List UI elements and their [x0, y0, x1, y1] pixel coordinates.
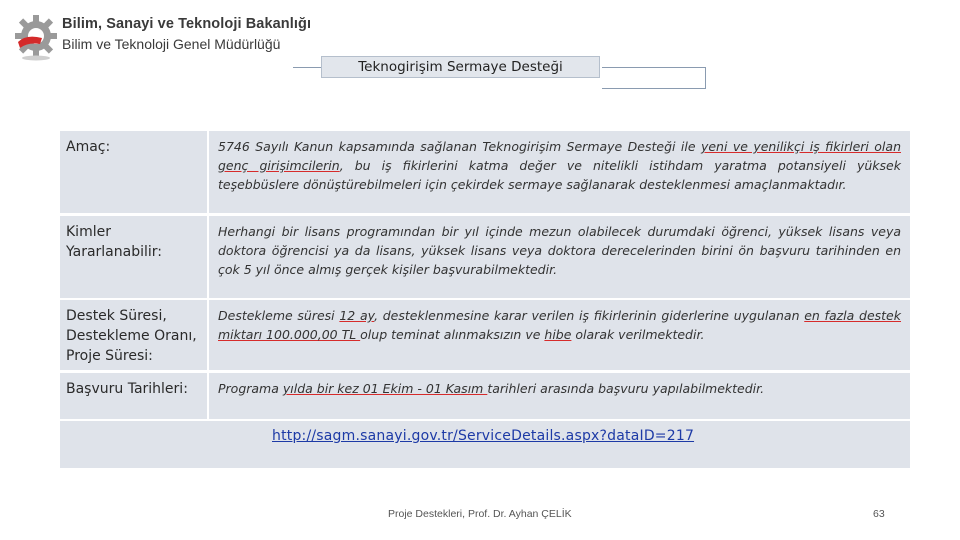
underlined-segment: 12 ay [339, 308, 375, 323]
row-label-destek: Destek Süresi, Destekleme Oranı, Proje Süresi: [60, 300, 207, 370]
org-line-1: Bilim, Sanayi ve Teknoloji Bakanlığı [62, 16, 312, 32]
text-segment: Herhangi bir lisans programından bir yıl içinde mezun olabilecek durumdaki öğrenci, yüksek lisans veya doktora öğrencisi ya da lisans, yüksek lisans veya doktora derecelerinden birini ön başvuru tarihinden en çok 5 yıl önce almış gerçek kişiler başvurabilmektedir. [218, 224, 901, 277]
text-segment: olup teminat alınmaksızın ve [360, 327, 545, 342]
underlined-segment: yeni ve yenilikçi iş fikirleri olan genç girişimcilerin [218, 139, 901, 173]
row-label-basvuru: Başvuru Tarihleri: [60, 373, 207, 419]
title-rule-right [602, 67, 706, 89]
text-segment: Programa [218, 381, 283, 396]
org-line-2: Bilim ve Teknoloji Genel Müdürlüğü [62, 36, 281, 52]
page-title: Teknogirişim Sermaye Desteği [321, 56, 600, 78]
row-label-kimler: Kimler Yararlanabilir: [60, 216, 207, 298]
text-segment: , bu iş fikirlerini katma değer ve nitelikli istihdam yaratma potansiyeli yüksek teşebbüslere dönüştürebilmeleri için çekirdek sermaye sağlanarak desteklenmesi amaçlanmaktadır. [218, 158, 901, 192]
row-value-destek [209, 300, 910, 370]
organization-name [62, 16, 311, 52]
ministry-gear-logo-icon [12, 12, 58, 62]
row-value-kimler [209, 216, 910, 298]
text-segment: , desteklenmesine karar verilen iş fikirlerinin giderlerine uygulanan [374, 308, 805, 323]
underlined-segment: yılda bir kez 01 Ekim - 01 Kasım [282, 381, 488, 396]
row-value-amac [209, 131, 910, 213]
text-segment: Destekleme süresi [218, 308, 340, 323]
text-segment: tarihleri arasında başvuru yapılabilmektedir. [487, 381, 765, 396]
underlined-segment: hibe [544, 327, 572, 342]
row-label-amac: Amaç: [60, 131, 207, 213]
program-details-link[interactable]: http://sagm.sanayi.gov.tr/ServiceDetails.aspx?dataID=217 [272, 428, 695, 444]
text-segment: olarak verilmektedir. [571, 327, 705, 342]
text-segment: 5746 Sayılı Kanun kapsamında sağlanan Teknogirişim Sermaye Desteği ile [218, 139, 701, 154]
footer-text: Proje Destekleri, Prof. Dr. Ayhan ÇELİK [388, 508, 572, 520]
row-value-basvuru [209, 373, 910, 419]
underlined-segment: en fazla destek miktarı 100.000,00 TL [218, 308, 901, 342]
title-rule-left [293, 67, 321, 68]
page-number: 63 [873, 508, 885, 520]
